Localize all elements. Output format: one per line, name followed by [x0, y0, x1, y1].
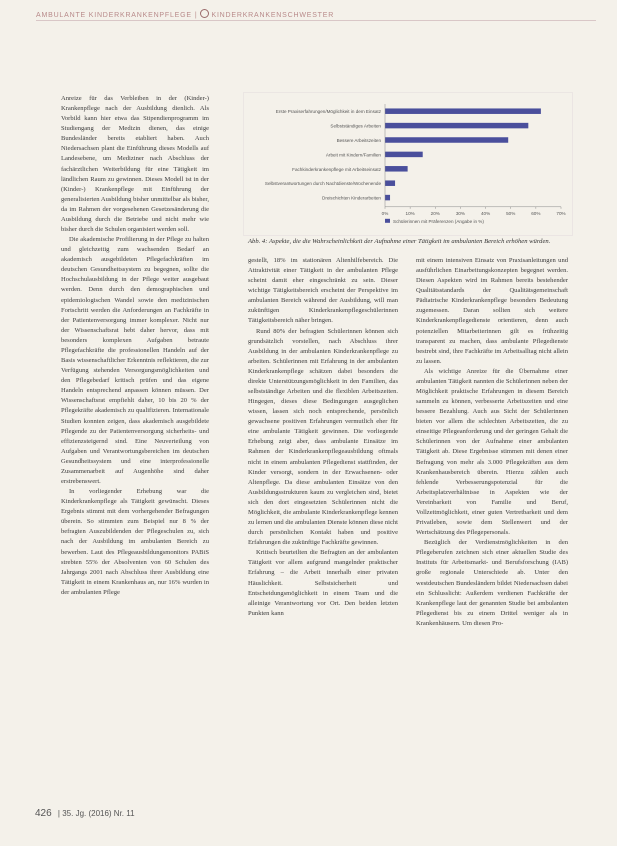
category-label: Erste Praxiserfahrungen/Möglichkeit in dem Einsatz [275, 109, 381, 115]
figure-caption: Abb. 4: Aspekte, die die Wahrscheinlichkeit der Aufnahme einer Tätigkeit im ambulanten Bereich erhöhen würden. [248, 238, 551, 245]
column-left [61, 94, 209, 598]
bar [385, 123, 528, 129]
brand-label: KINDERKRANKENSCHWESTER [211, 12, 335, 19]
bar [385, 108, 541, 114]
bar [385, 195, 390, 201]
header-rule [36, 20, 596, 21]
header-separator: | [194, 12, 198, 19]
bar [385, 166, 408, 172]
paragraph: gestellt, 18% im stationären Altenhilfebereich. Die Attraktivität einer Tätigkeit in der ambulanten Pflege scheint damit eher eingeschränkt zu sein. Dieser wichtige Tätigkeitsbereich erscheint der Perspektive im ambulanten Bereich während der Ausbildung, will man zukünftigen Kinderkrankenpflegeschülerinnen Tätigkeitsbereich näher bringen. [248, 257, 398, 325]
section-label: AMBULANTE KINDERKRANKENPFLEGE [36, 12, 192, 19]
column-middle [248, 256, 398, 619]
page-footer [35, 808, 135, 819]
paragraph: Kritisch beurteilten die Befragten an der ambulanten Tätigkeit vor allem aufgrund mangelnder praktischer Erfahrung – die Arbeit innerhalb einer privaten Häuslichkeit. Selbstsicherheit und Entscheidungsmöglichkeit in einem Team und die alleinige Verantwortung vor Ort. Den beiden letzten Punkten kann [248, 549, 398, 617]
journal-logo-icon [200, 9, 209, 18]
running-header [36, 9, 596, 19]
category-label: Arbeit mit Kindern/Familien [325, 152, 381, 158]
paragraph: Anreize für das Verbleiben in der (Kinder-) Krankenpflege nach der Ausbildung dienlich. Als Vorbild kann hier etwa das Stipendienprogramm im Studiengang der Medizin dienen, das einige Bundesländer bereits etabliert haben. Auch Niedersachsen plant die Einführung dieses Modells auf Landesebene, um Mediziner nach Abschluss der fachärztlichen Weiterbildung für eine Tätigkeit im ländlichen Raum zu gewinnen. Dieses Modell ist in der (Kinder-) Krankenpflege mit Einführung der generalisierten Ausbildung bisher unmittelbar als bisher, da im Rahmen der vorgesehenen Gesetzesänderung die Ausbildung durch die Betriebe und nicht mehr wie bisher durch die Schulen organisiert werden soll. [61, 95, 209, 234]
category-label: Fachkinderkrankenpflege mit Arbeitseinsatz [292, 166, 381, 172]
x-tick-label: 0% [381, 210, 389, 216]
bar [385, 180, 395, 186]
paragraph: Die akademische Profilierung in der Pflege zu halten und gleichzeitig zum wachsenden Bedarf an akademisch ausgebildeten Pflegefachkräften im deutschen Gesundheitssystem zu begegnen, sollte die Hochschulausbildung in der Pflege weiter ausgebaut werden. Denn durch den demographischen und epidemiologischen Wandel sowie den medizinischen Fortschritt werden die Anforderungen an Fachkräfte in der Patientenversorgung immer komplexer. Nicht nur der Wissenschaftsrat hebt daher hervor, dass mit besonders komplexen Aufgaben betraute Pflegefachkräfte die professionellen Handeln auf der Basis wissenschaftlicher Erkenntnis reflektieren, die zur Verfügung stehenden Versorgungsmöglichkeiten und den Pflegebedarf kritisch prüfen und das eigene Handeln entsprechend anpassen können müssen. Der Wissenschaftsrat empfiehlt daher, 10 bis 20 % der Pflegekräfte akademisch zu qualifizieren. Internationale Studien konnten zeigen, dass akademisch ausgebildete Pflegende zu der Patientenversorgung sicherheits- und effizienzsteigernd sind. Eine Neuverteilung von Aufgaben und Verantwortungsbereichen im deutschen Gesundheitssystem und eine interprofessionelle Zusammenarbeit auf Augenhöhe sind daher erstrebenswert. [61, 236, 209, 485]
category-label: Selbstverantwortungen durch Nachtdienste/Wochenende [264, 181, 381, 187]
paragraph: mit einem intensiven Einsatz von Praxisanleitungen und ausführlichen Einarbeitungskonzepten begegnet werden. Diesen Aspekten wird im Rahmen bereits bestehender Qualitätsstandards der Qualitätsgemeinschaft Pädiatrische Kinderkrankenpflege besonders Bedeutung zugemessen. Daran sollten sich weitere Kinderkrankenpflegedienste orientieren, denn auch potenziellen Mitarbeiterinnen gilt es frühzeitig transparent zu machen, dass ambulante Pflegedienste bestrebt sind, ihre Fachkräfte im Arbeitsalltag nicht allein zu lassen. [416, 257, 568, 365]
paragraph: Bezüglich der Verdienstmöglichkeiten in den Pflegeberufen zeichnen sich einer aktuellen Studie des Instituts für Arbeitsmarkt- und Berufsforschung (IAB) große regionale Unterschiede ab. Unter den westdeutschen Bundesländern bildet Niedersachsen dabei ein Schlusslicht: Außerdem verdienen Fachkräfte der Krankenpflege laut der genannten Studie bei ambulanten Pflegedienst bis zu einem Drittel weniger als in Krankenhäusern. Um diesen Pro- [416, 539, 568, 627]
x-tick-label: 50% [506, 210, 516, 216]
paragraph: Als wichtige Anreize für die Übernahme einer ambulanten Tätigkeit nannten die Schülerinnen neben der Möglichkeit praktische Erfahrungen in diesem Bereich sammeln zu können, verbesserte Arbeitszeiten und eine bessere Bezahlung. Auch aus Sicht der Schülerinnen bieten vor allem die schlechten Arbeitszeiten, die zu einseitige Pflegeanforderung und der geringen Gehalt die Schülerinnen von der Aufnahme einer ambulanten Tätigkeit ab. Diese Ergebnisse stimmen mit denen einer Befragung von mehr als 3.000 Pflegekräften aus dem Krankenhausbereich überein. Hierzu zählen auch fehlende Verbesserungspotenzial für die Arbeitsplatzverhältnisse in Aspekten wie der Vereinbarkeit von Familie und Beruf, Vollzeitmöglichkeit, einer guten Vertretbarkeit und dem Privatleben, sowie dem Stellenwert und der Wertschätzung des Pflegepersonals. [416, 367, 568, 537]
x-tick-label: 40% [480, 210, 491, 216]
figure-4 [243, 92, 573, 236]
category-label: Selbstständiges Arbeiten [330, 123, 381, 129]
bar [385, 152, 423, 158]
category-label: Dreischichten Kinderarbeiten [322, 195, 381, 201]
x-tick-label: 30% [455, 210, 466, 216]
column-right [416, 256, 568, 629]
category-label: Bessere Arbeitszeiten [336, 138, 381, 143]
x-tick-label: 20% [430, 210, 440, 216]
legend-label: Schülerinnen mit Präferenzen (Angabe in %) [393, 218, 484, 224]
paragraph: In vorliegender Erhebung war die Kinderkrankenpflege als Tätigkeit gewünscht. Dieses Ergebnis stimmt mit dem vorhergehender Befragungen überein. So stimmten zum Beispiel nur 8 % der befragten Auszubildenden der Pflegeschulen zu, sich nach der Ausbildung im ambulanten Bereich zu bewerben. Laut des Pflegeausbildungsmonitors PABiS strebten 55% der Absolventen von 60 Schulen des Jahrgangs 2001 nach Abschluss ihrer Ausbildung eine Tätigkeit in einem Krankenhaus an, nur 16% wurden in der ambulanten Pflege [61, 488, 209, 596]
page-number: 426 [35, 808, 52, 819]
issue-info: | 35. Jg. (2016) Nr. 11 [57, 809, 135, 818]
x-tick-label: 10% [405, 210, 415, 216]
x-tick-label: 70% [556, 210, 566, 216]
paragraph: Rund 80% der befragten Schülerinnen können sich grundsätzlich vorstellen, nach Abschluss ihrer Ausbildung in der ambulanten Kinderkrankenpflege zu arbeiten. Schülerinnen mit Erfahrung in der ambulanten Kinderkrankenpflege schätzen dabei besonders die direkte Unterstützungsmöglichkeit in den Familien, das selbstständige Arbeiten und die flexiblen Arbeitszeiten. Hingegen, dieses diese Bedingungen ausgeglichen wissen, lassen sich noch entsprechende, persönlich gewachsene positiven Erfahrungen vermutlich eher für eine ambulante Tätigkeit gewinnen. Die vorliegende Erhebung zeigt aber, dass ambulante Einsätze im Rahmen der Kinderkrankenpflegeausbildung oftmals nicht in einem ambulanten Pflegedienst stattfinden, der Kinder versorgt, sondern in der Erwachsenen- oder Altenpflege. Da diese ambulanten Einsätze von den Ausbildungsstrukturen kaum zu vergleichen sind, bietet sich den dort eingesetzten Schülerinnen nicht die Möglichkeit, die ambulante Kinderkrankenpflege kennen zu lernen und die ambulanten Dienste können diese nicht durch persönlichen Kontakt haben und positive Erfahrungen die zukünftige Fachkräfte gewinnen. [248, 327, 398, 547]
bar-chart [243, 92, 573, 236]
x-tick-label: 60% [531, 210, 541, 216]
bar [385, 137, 508, 143]
legend-swatch [385, 219, 390, 223]
